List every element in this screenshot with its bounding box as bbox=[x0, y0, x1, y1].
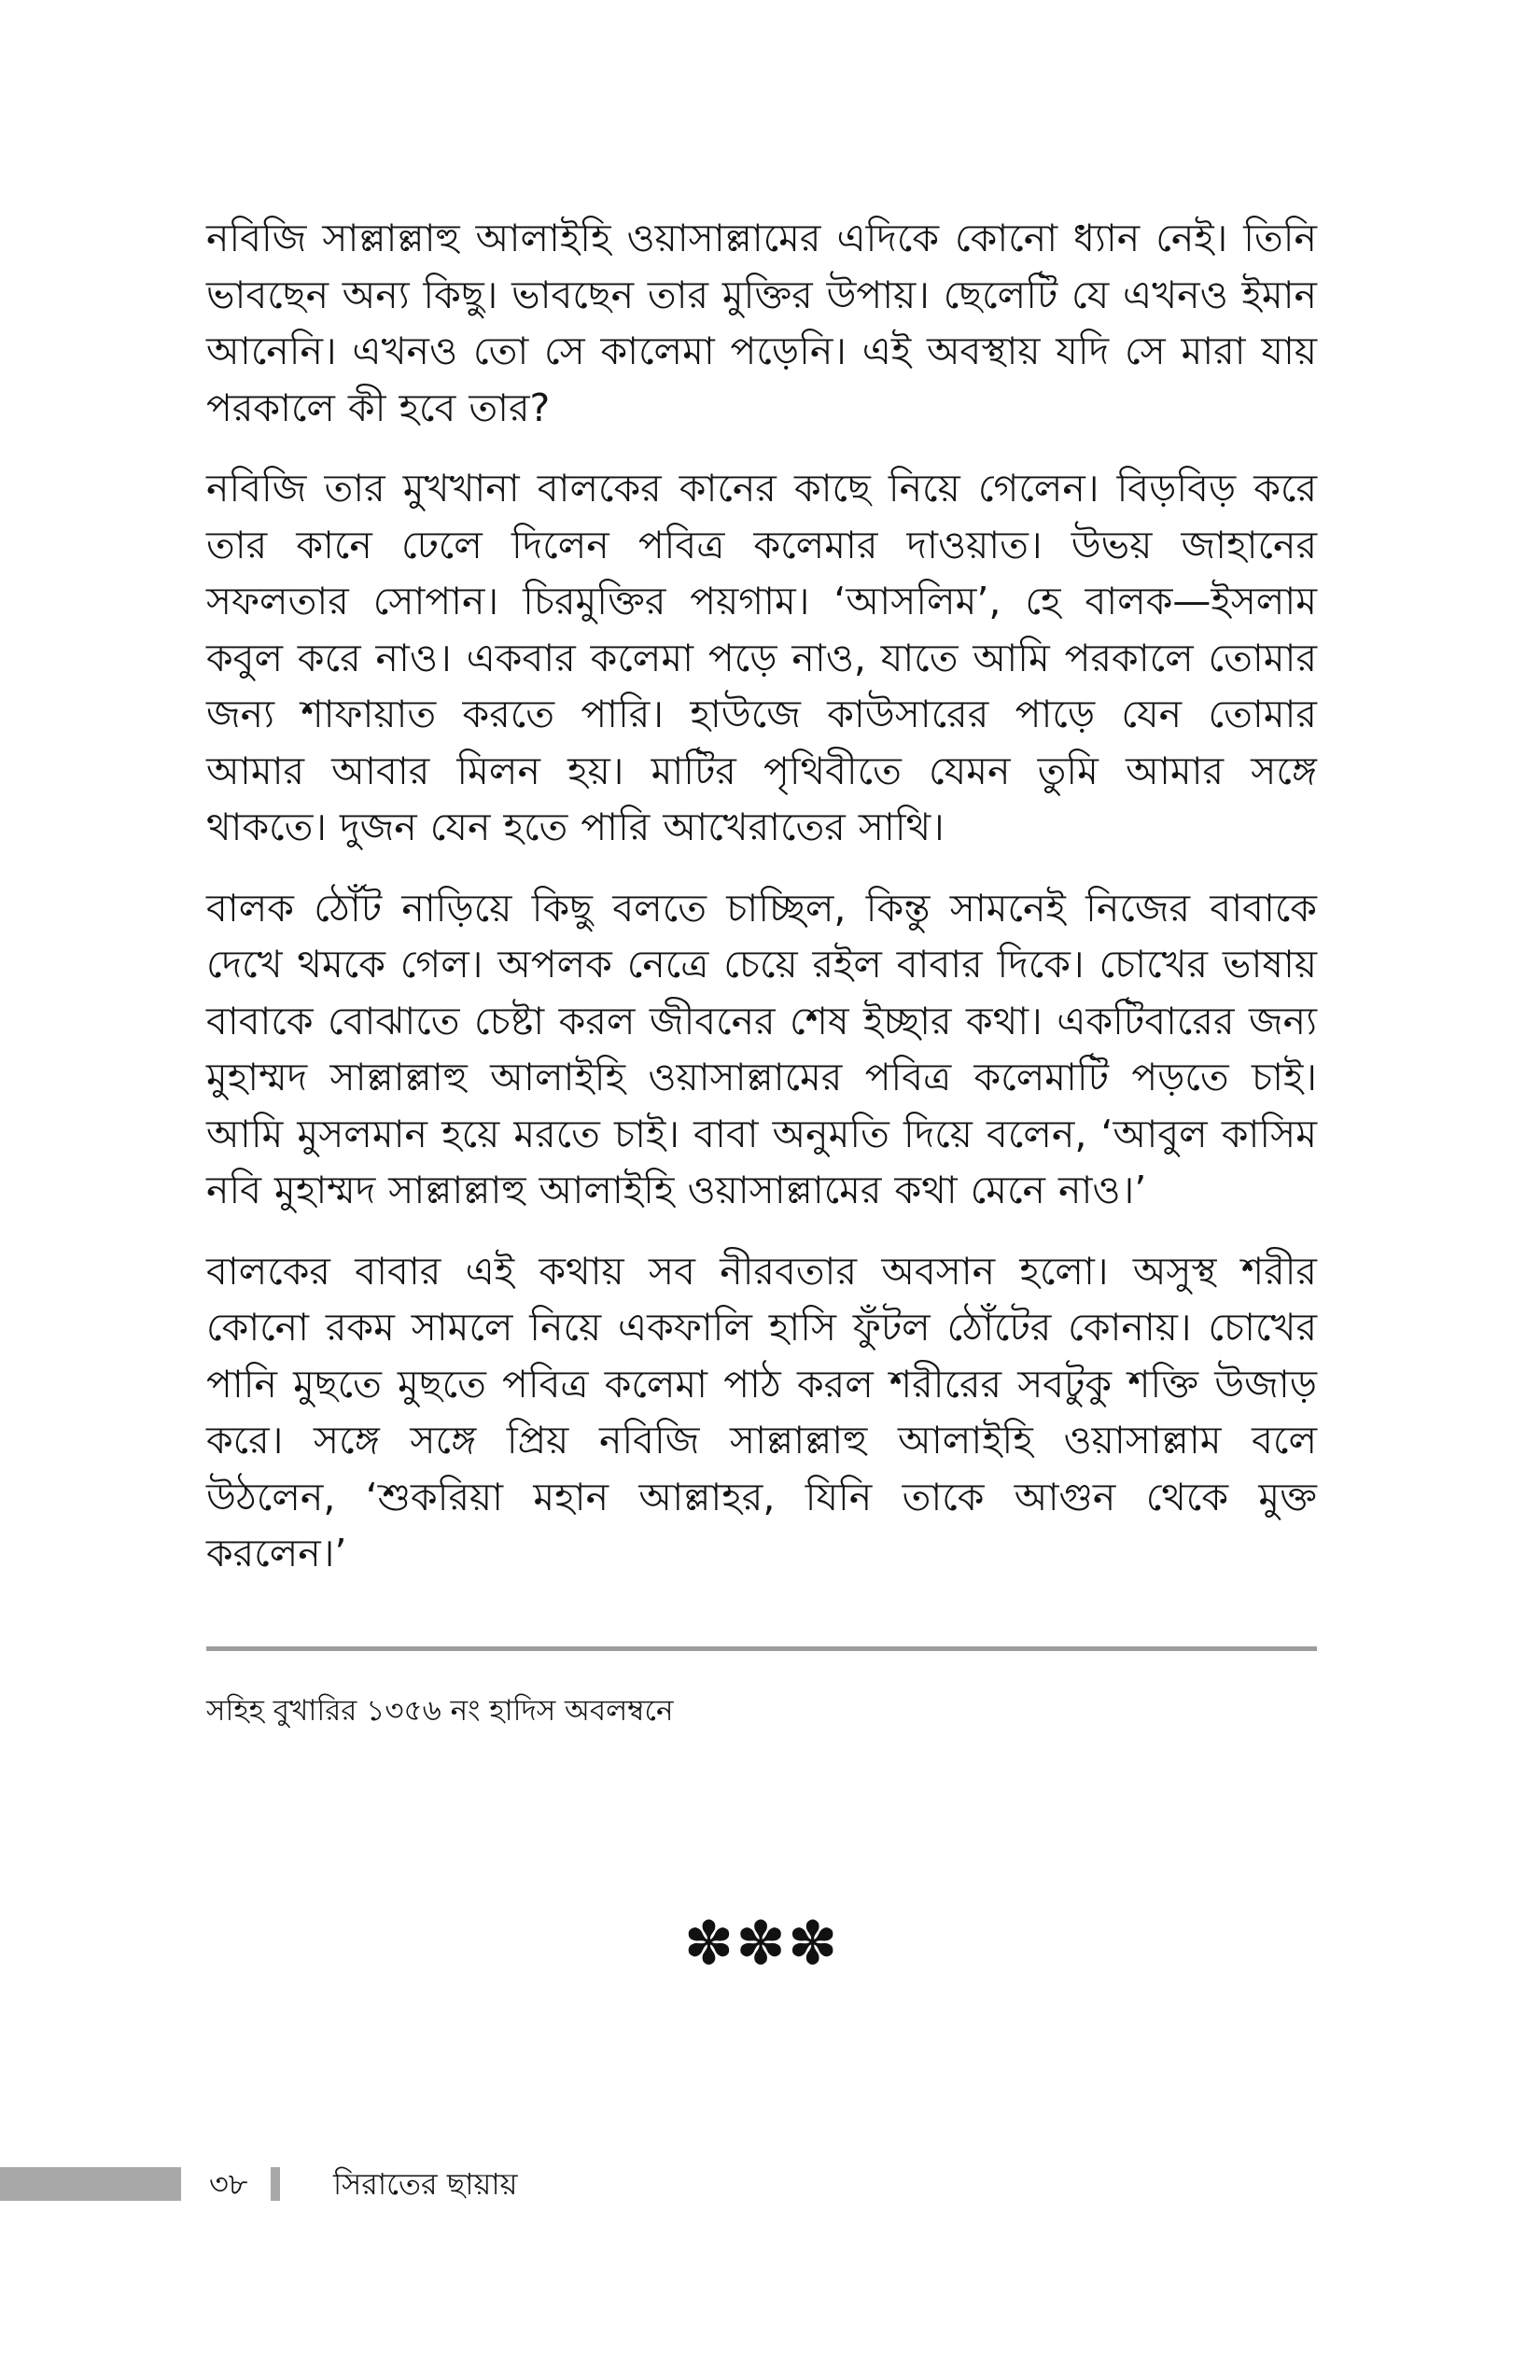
footnote: সহিহ বুখারির ১৩৫৬ নং হাদিস অবলম্বনে bbox=[206, 1693, 674, 1728]
footnote-divider bbox=[206, 1646, 1317, 1651]
running-book-title: সিরাতের ছায়ায় bbox=[333, 2166, 518, 2202]
body-paragraph-1: নবিজি সাল্লাল্লাহু আলাইহি ওয়াসাল্লামের এদিকে কোনো ধ্যান নেই। তিনি ভাবছেন অন্য কিছু। ভাবছেন তার মুক্তির উপায়। ছেলেটি যে এখনও ইমান আনেনি। এখনও তো সে কালেমা পড়েনি। এই অবস্থায় যদি সে মারা যায় পরকালে কী হবে তার? bbox=[206, 216, 1317, 430]
footer-gray-bar bbox=[0, 2167, 181, 2201]
body-paragraph-2: নবিজি তার মুখখানা বালকের কানের কাছে নিয়ে গেলেন। বিড়বিড় করে তার কানে ঢেলে দিলেন পবিত্র কলেমার দাওয়াত। উভয় জাহানের সফলতার সোপান। চিরমুক্তির পয়গাম। ‘আসলিম’, হে বালক—ইসলাম কবুল করে নাও। একবার কলেমা পড়ে নাও, যাতে আমি পরকালে তোমার জন্য শাফায়াত করতে পারি। হাউজে কাউসারের পাড়ে যেন তোমার আমার আবার মিলন হয়। মাটির পৃথিবীতে যেমন তুমি আমার সঙ্গে থাকতে। দুজন যেন হতে পারি আখেরাতের সাথি। bbox=[206, 466, 1317, 849]
section-break-ornament-icon: ✽✽✽ bbox=[683, 1909, 840, 1979]
footer-separator bbox=[271, 2167, 280, 2201]
page-number: ৩৮ bbox=[209, 2166, 248, 2202]
body-paragraph-4: বালকের বাবার এই কথায় সব নীরবতার অবসান হলো। অসুস্থ শরীর কোনো রকম সামলে নিয়ে একফালি হাসি ফুঁটল ঠোঁটের কোনায়। চোখের পানি মুছতে মুছতে পবিত্র কলেমা পাঠ করল শরীরের সবটুকু শক্তি উজাড় করে। সঙ্গে সঙ্গে প্রিয় নবিজি সাল্লাল্লাহু আলাইহি ওয়াসাল্লাম বলে উঠলেন, ‘শুকরিয়া মহান আল্লাহর, যিনি তাকে আগুন থেকে মুক্ত করলেন।’ bbox=[206, 1248, 1317, 1575]
body-paragraph-3: বালক ঠোঁট নাড়িয়ে কিছু বলতে চাচ্ছিল, কিন্তু সামনেই নিজের বাবাকে দেখে থমকে গেল। অপলক নেত্রে চেয়ে রইল বাবার দিকে। চোখের ভাষায় বাবাকে বোঝাতে চেষ্টা করল জীবনের শেষ ইচ্ছার কথা। একটিবারের জন্য মুহাম্মদ সাল্লাল্লাহু আলাইহি ওয়াসাল্লামের পবিত্র কলেমাটি পড়তে চাই। আমি মুসলমান হয়ে মরতে চাই। বাবা অনুমতি দিয়ে বলেন, ‘আবুল কাসিম নবি মুহাম্মদ সাল্লাল্লাহু আলাইহি ওয়াসাল্লামের কথা মেনে নাও।’ bbox=[206, 885, 1317, 1212]
page-content bbox=[206, 210, 1317, 1981]
